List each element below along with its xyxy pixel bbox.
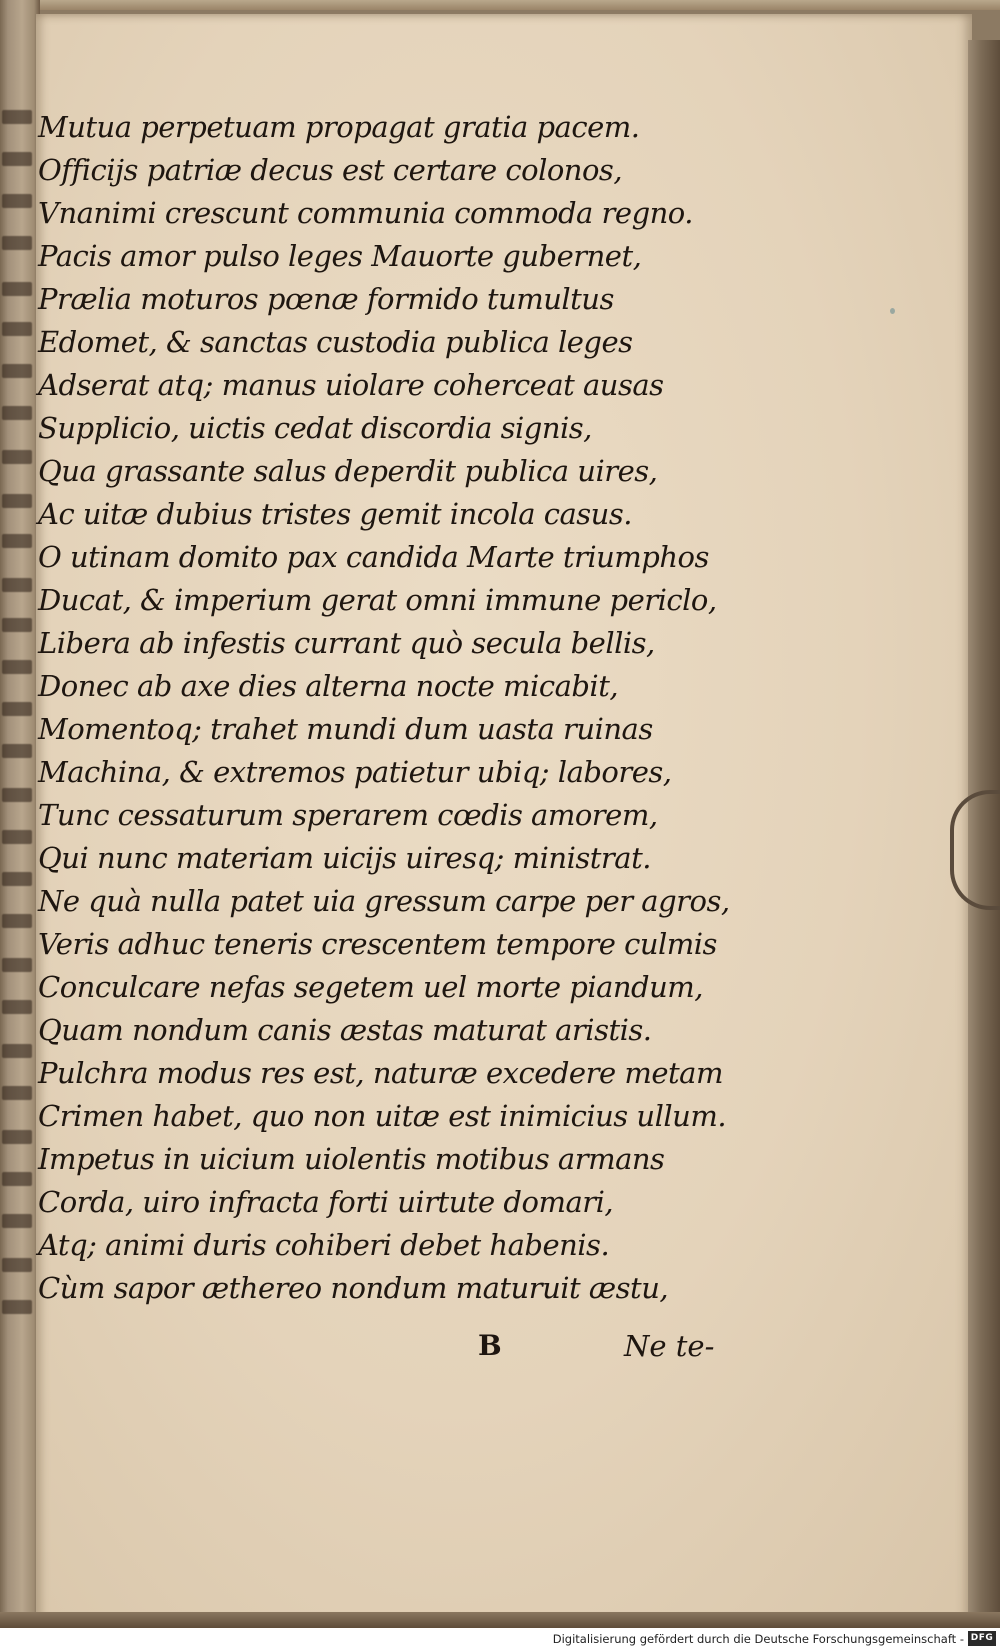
verse-line: Ducat, & imperium gerat omni immune periclo, bbox=[38, 583, 717, 617]
show-through-mark bbox=[2, 1300, 32, 1314]
verse-line: Ac uitæ dubius tristes gemit incola casus. bbox=[38, 497, 632, 531]
verse-line: Libera ab infestis currant quò secula bellis, bbox=[38, 626, 655, 660]
show-through-mark bbox=[2, 1130, 32, 1144]
verse-line: Qui nunc materiam uicijs uiresq; ministrat. bbox=[38, 841, 651, 875]
verse-line: Edomet, & sanctas custodia publica leges bbox=[38, 325, 633, 359]
show-through-mark bbox=[2, 152, 32, 166]
show-through-mark bbox=[2, 194, 32, 208]
verse-line: Pulchra modus res est, naturæ excedere metam bbox=[38, 1056, 723, 1090]
verse-line: Atq; animi duris cohiberi debet habenis. bbox=[38, 1228, 610, 1262]
show-through-mark bbox=[2, 830, 32, 844]
verse-text-block bbox=[38, 106, 738, 1310]
show-through-mark bbox=[2, 1258, 32, 1272]
signature-mark: B bbox=[478, 1329, 502, 1362]
clasp-loop bbox=[950, 790, 1000, 910]
show-through-mark bbox=[2, 872, 32, 886]
verse-line: Officijs patriæ decus est certare colonos, bbox=[38, 153, 623, 187]
show-through-mark bbox=[2, 788, 32, 802]
top-edge bbox=[0, 0, 1000, 10]
show-through-mark bbox=[2, 1086, 32, 1100]
verse-line: Cùm sapor æthereo nondum maturuit æstu, bbox=[38, 1271, 669, 1305]
verse-line: O utinam domito pax candida Marte triumphos bbox=[38, 540, 709, 574]
show-through-mark bbox=[2, 702, 32, 716]
show-through-mark bbox=[2, 236, 32, 250]
verse-line: Mutua perpetuam propagat gratia pacem. bbox=[38, 110, 640, 144]
verse-line: Machina, & extremos patietur ubiq; labores, bbox=[38, 755, 672, 789]
verse-line: Prælia moturos pœnæ formido tumultus bbox=[38, 282, 614, 316]
bottom-edge bbox=[0, 1612, 1000, 1628]
previous-page-edge bbox=[0, 0, 40, 1628]
show-through-mark bbox=[2, 744, 32, 758]
catchword: Ne te- bbox=[624, 1329, 715, 1363]
show-through-mark bbox=[2, 1172, 32, 1186]
show-through-mark bbox=[2, 494, 32, 508]
show-through-mark bbox=[2, 110, 32, 124]
show-through-mark bbox=[2, 406, 32, 420]
show-through-mark bbox=[2, 450, 32, 464]
verse-line: Conculcare nefas segetem uel morte piandum, bbox=[38, 970, 704, 1004]
verse-line: Ne quà nulla patet uia gressum carpe per agros, bbox=[38, 884, 730, 918]
show-through-mark bbox=[2, 534, 32, 548]
show-through-mark bbox=[2, 322, 32, 336]
paper-speck bbox=[890, 308, 895, 314]
verse-line: Quam nondum canis æstas maturat aristis. bbox=[38, 1013, 652, 1047]
verse-line: Supplicio, uictis cedat discordia signis, bbox=[38, 411, 592, 445]
show-through-mark bbox=[2, 364, 32, 378]
show-through-mark bbox=[2, 1000, 32, 1014]
show-through-mark bbox=[2, 914, 32, 928]
verse-line: Corda, uiro infracta forti uirtute domari, bbox=[38, 1185, 614, 1219]
verse-line: Tunc cessaturum sperarem cœdis amorem, bbox=[38, 798, 658, 832]
verse-line: Impetus in uicium uiolentis motibus armans bbox=[38, 1142, 665, 1176]
show-through-mark bbox=[2, 578, 32, 592]
show-through-mark bbox=[2, 618, 32, 632]
verse-line: Qua grassante salus deperdit publica uires, bbox=[38, 454, 658, 488]
verse-line: Momentoq; trahet mundi dum uasta ruinas bbox=[38, 712, 653, 746]
show-through-mark bbox=[2, 958, 32, 972]
show-through-mark bbox=[2, 660, 32, 674]
show-through-mark bbox=[2, 1214, 32, 1228]
footer-credit-text: Digitalisierung gefördert durch die Deutsche Forschungsgemeinschaft - bbox=[552, 1632, 964, 1646]
show-through-mark bbox=[2, 1044, 32, 1058]
verse-line: Vnanimi crescunt communia commoda regno. bbox=[38, 196, 693, 230]
verse-line: Donec ab axe dies alterna nocte micabit, bbox=[38, 669, 619, 703]
verse-line: Crimen habet, quo non uitæ est inimicius ullum. bbox=[38, 1099, 727, 1133]
verse-line: Adserat atq; manus uiolare coherceat ausas bbox=[38, 368, 664, 402]
dfg-logo: DFG bbox=[968, 1631, 996, 1646]
footer-credit-bar bbox=[0, 1628, 1000, 1650]
show-through-mark bbox=[2, 282, 32, 296]
verse-line: Veris adhuc teneris crescentem tempore culmis bbox=[38, 927, 717, 961]
verse-line: Pacis amor pulso leges Mauorte gubernet, bbox=[38, 239, 642, 273]
